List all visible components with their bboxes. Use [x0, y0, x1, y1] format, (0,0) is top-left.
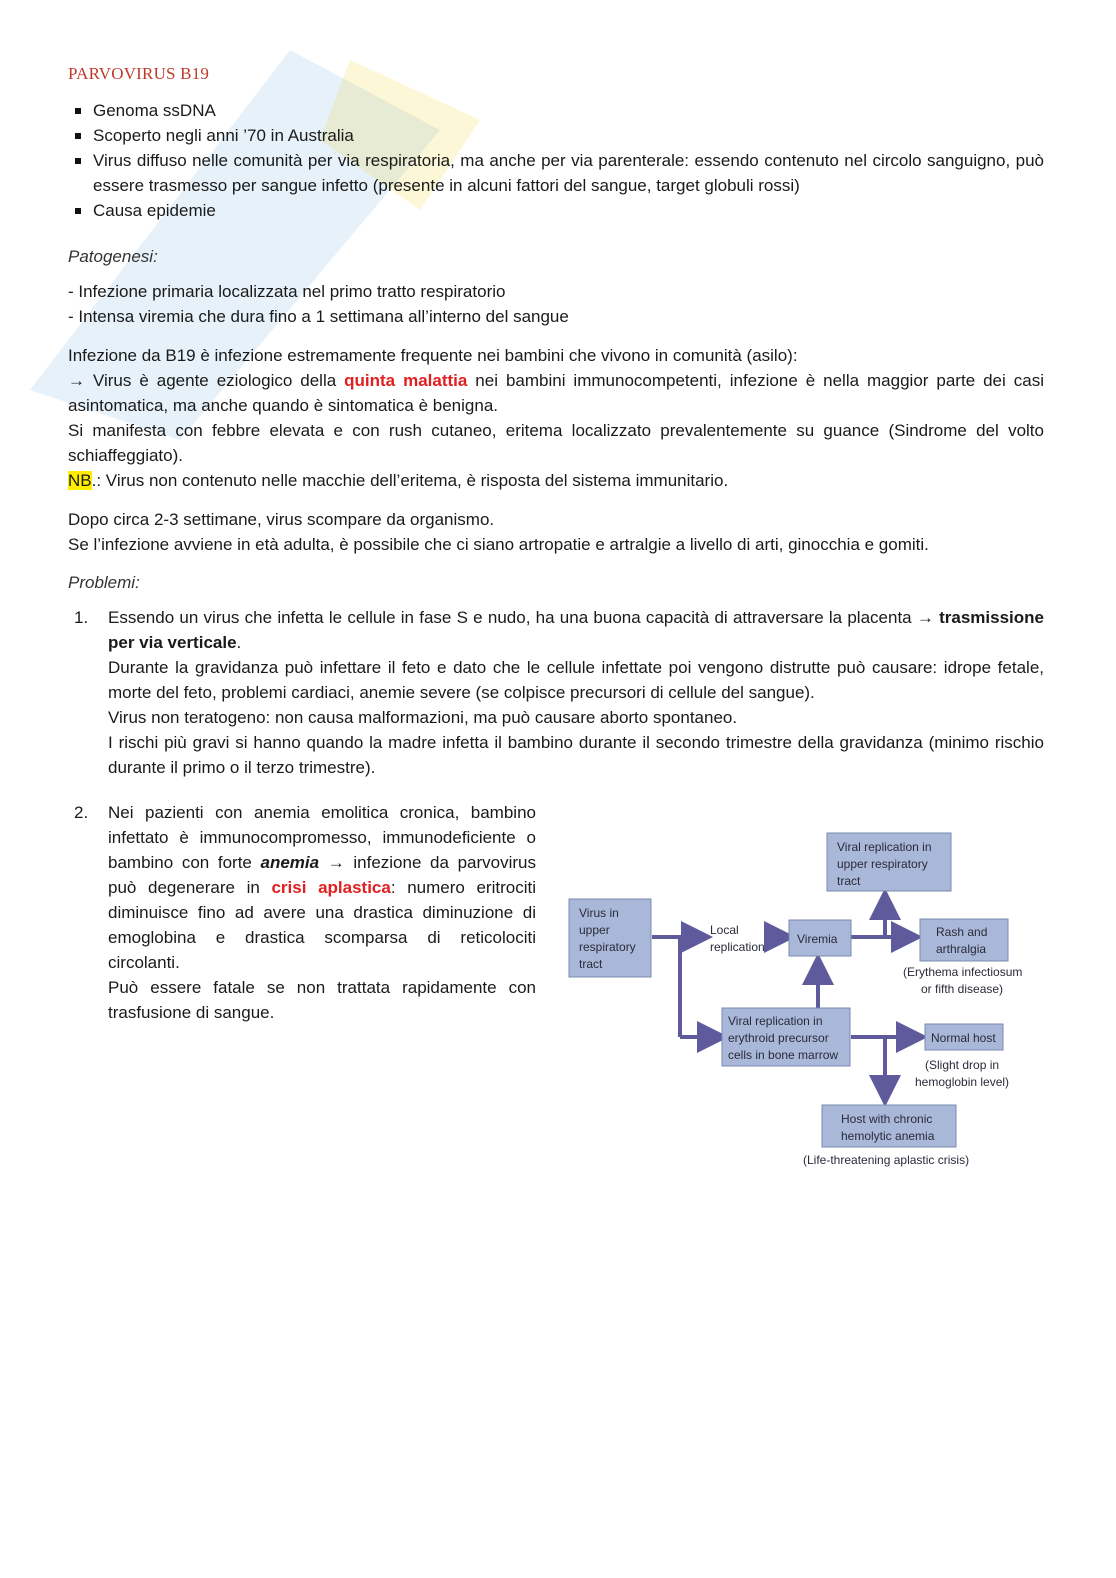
page-title: PARVOVIRUS B19 — [68, 64, 210, 83]
box-label: erythroid precursor — [728, 1031, 829, 1045]
problem-paragraph: Può essere fatale se non trattata rapidamente con trasfusione di sangue. — [108, 978, 536, 1022]
bullet-item: Virus diffuso nelle comunità per via respiratoria, ma anche per via parenterale: essendo contenuto nel circolo sanguigno, può essere trasmesso per sangue infetto (presente in alcuni fattori del sangue, target globuli rossi) — [68, 148, 1044, 198]
problem-paragraph: I rischi più gravi si hanno quando la madre infetta il bambino durante il secondo trimestre della gravidanza (minimo rischio durante il primo o il terzo trimestre). — [108, 733, 1044, 777]
box-label: Viral replication in — [837, 840, 932, 854]
text-span: Nei pazienti con anemia emolitica cronica, bambino infettato è immunocompromesso, immunodeficiente o bambino con forte — [108, 803, 536, 872]
note-label: hemoglobin level) — [915, 1075, 1010, 1089]
anemia-emphasis: anemia — [260, 853, 320, 872]
problem-paragraph — [108, 800, 536, 975]
text-span: → infezione da parvovirus può degenerare in — [108, 853, 536, 897]
crisi-aplastica-highlight: crisi aplastica — [271, 878, 391, 897]
box-label: cells in bone marrow — [728, 1048, 839, 1062]
note-label: (Erythema infectiosum — [903, 965, 1023, 979]
note-label: (Life-threatening aplastic crisis) — [803, 1153, 970, 1167]
box-label: Virus in — [579, 906, 619, 920]
local-replication-label: Local — [710, 923, 739, 937]
box-label: Viremia — [797, 932, 838, 946]
text-span: .: Virus non contenuto nelle macchie dell’eritema, è risposta del sistema immunitario. — [91, 471, 729, 490]
patogenesi-heading: Patogenesi: — [68, 247, 158, 266]
intro-bullet-list — [68, 98, 1044, 223]
box-label: tract — [579, 957, 603, 971]
bullet-item: Causa epidemie — [68, 198, 1044, 223]
box-label: Viral replication in — [728, 1014, 823, 1028]
problem-paragraph: Durante la gravidanza può infettare il feto e dato che le cellule infettate poi vengono distrutte può causare: idrope fetale, morte del feto, problemi cardiaci, anemie severe (se colpisce precursori di cellule del sangue). — [108, 658, 1044, 702]
quinta-malattia-paragraph — [68, 368, 1044, 418]
box-label: upper respiratory — [837, 857, 928, 871]
box-label: tract — [837, 874, 861, 888]
bullet-item: Scoperto negli anni ’70 in Australia — [68, 123, 1044, 148]
box-label: Host with chronic — [841, 1112, 933, 1126]
bullet-item: Genoma ssDNA — [68, 98, 1044, 123]
quinta-malattia-highlight: quinta malattia — [344, 371, 468, 390]
box-label: Normal host — [931, 1031, 996, 1045]
box-label: respiratory — [579, 940, 636, 954]
text-span: → Virus è agente eziologico della — [68, 371, 345, 390]
box-label: Rash and — [936, 925, 988, 939]
text-span: Essendo un virus che infetta le cellule in fase S e nudo, ha una buona capacità di attraversare la placenta → — [108, 608, 940, 627]
problem-paragraph — [108, 605, 1044, 655]
problem-paragraph: Virus non teratogeno: non causa malformazioni, ma può causare aborto spontaneo. — [108, 708, 738, 727]
box-label: upper — [579, 923, 610, 937]
note-label: or fifth disease) — [921, 982, 1004, 996]
box-label: arthralgia — [936, 942, 987, 956]
problemi-heading: Problemi: — [68, 573, 140, 592]
dopo-paragraph: Dopo circa 2-3 settimane, virus scompare da organismo. — [68, 510, 495, 529]
manifesta-paragraph: Si manifesta con febbre elevata e con rush cutaneo, eritema localizzato prevalentemente su guance (Sindrome del volto schiaffeggiato). — [68, 421, 1044, 465]
nb-paragraph — [68, 468, 1044, 493]
patogenesi-line: - Intensa viremia che dura fino a 1 settimana all’interno del sangue — [68, 307, 569, 326]
text-span: nei bambini immunocompetenti, infezione è nella maggior parte dei casi asintomatica, ma anche quando è sintomatica è benigna. — [68, 371, 1044, 415]
problem-2-text — [108, 800, 536, 1025]
infezione-intro: Infezione da B19 è infezione estremamente frequente nei bambini che vivono in comunità (asilo): — [68, 346, 798, 365]
note-label: (Slight drop in — [925, 1058, 1000, 1072]
list-number: 2. — [74, 803, 89, 822]
box-label: hemolytic anemia — [841, 1129, 935, 1143]
pathogenesis-flow-diagram — [565, 826, 1035, 1176]
nb-highlight: NB — [68, 471, 92, 490]
local-replication-label: replication — [710, 940, 765, 954]
text-span: : numero eritrociti diminuisce fino ad avere una drastica diminuzione di emoglobina e drastica scomparsa di reticolociti circolanti. — [108, 878, 536, 972]
patogenesi-line: - Infezione primaria localizzata nel primo tratto respiratorio — [68, 282, 506, 301]
problem-item-1 — [68, 605, 1044, 780]
list-number: 1. — [74, 608, 89, 627]
adulta-paragraph: Se l’infezione avviene in età adulta, è possibile che ci siano artropatie e artralgie a livello di arti, ginocchia e gomiti. — [68, 535, 929, 554]
vertical-transmission-bold: trasmissione per via verticale — [108, 608, 1044, 652]
text-span: . — [236, 633, 242, 652]
